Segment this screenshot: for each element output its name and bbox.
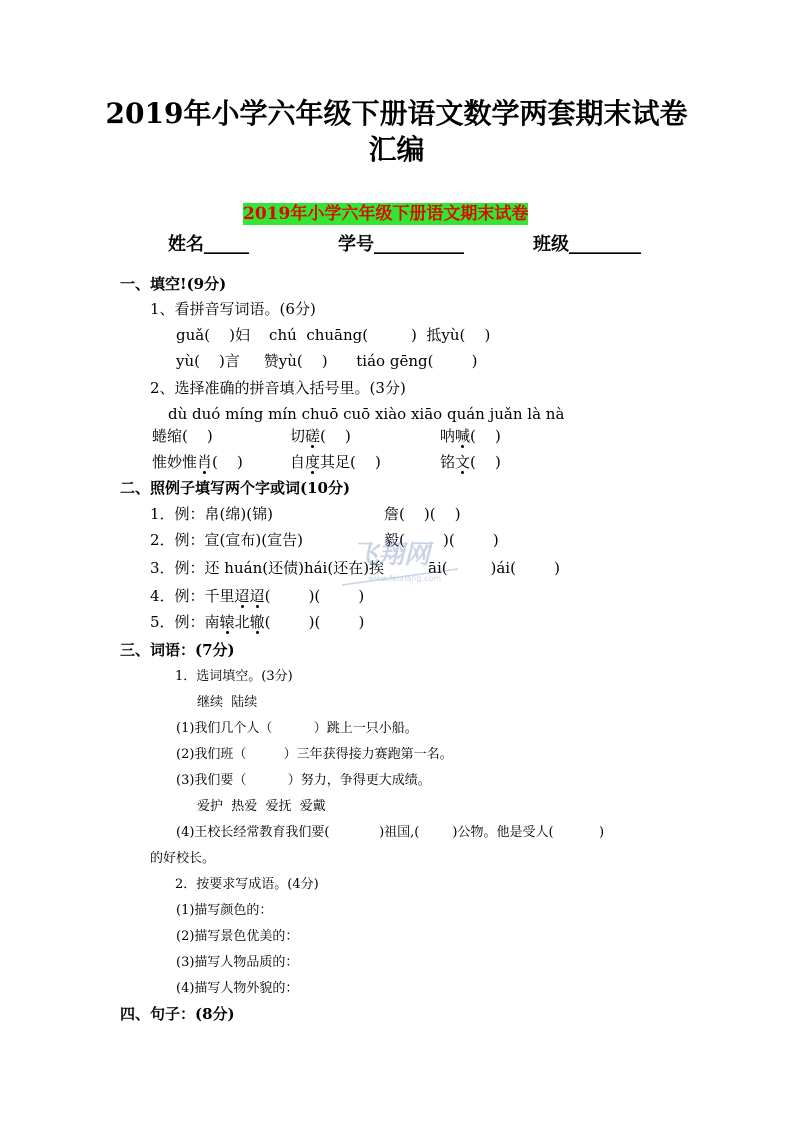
s1-word-row-1-item-2: 切磋( ): [290, 427, 351, 445]
s3-question-1: 1．选词填空。(3分): [175, 669, 293, 684]
s3-idiom-1: (1)描写颜色的：: [176, 903, 273, 918]
emphasis-dot-char: 度: [305, 453, 321, 471]
s2-answer-3: āi( )ái( ): [428, 559, 560, 577]
s1-pinyin-line-1: guǎ( )妇 chú chuāng( ) 抵yù( ): [176, 326, 491, 344]
s3-fill-4-continued: 的好校长。: [150, 851, 216, 866]
s3-question-2: 2．按要求写成语。(4分): [175, 877, 319, 892]
name-field: 姓名_____: [168, 234, 249, 255]
svg-text:飞翔网: 飞翔网: [352, 540, 431, 570]
s3-fill-3: (3)我们要（ ）努力，争得更大成绩。: [176, 773, 431, 788]
emphasis-dot-char: 迢: [234, 587, 250, 605]
class-field: 班级________: [533, 234, 641, 255]
s2-answer-2: 毅( )( ): [384, 531, 499, 549]
section-2-heading: 二、照例子填写两个字或词(10分): [120, 479, 351, 497]
section-3-heading: 三、词语：(7分): [120, 641, 235, 659]
s3-word-choices-2: 爱护 热爱 爱抚 爱戴: [197, 799, 326, 814]
emphasis-dot-char: 喊: [455, 427, 471, 445]
doc-title-line1: 2019年小学六年级下册语文数学两套期末试卷: [105, 97, 688, 130]
emphasis-dot-char: 辙: [249, 613, 265, 631]
s3-idiom-3: (3)描写人物品质的：: [176, 955, 299, 970]
emphasis-dot-char: 迢: [249, 587, 265, 605]
student-id-field: 学号__________: [338, 234, 464, 255]
s2-answer-1: 詹( )( ): [384, 505, 461, 523]
s3-fill-2: (2)我们班（ ）三年获得接力赛跑第一名。: [176, 747, 453, 762]
s3-idiom-4: (4)描写人物外貌的：: [176, 981, 299, 996]
s3-fill-4: (4)王校长经常教育我们要( )祖国,( )公物。他是受人( ): [176, 825, 605, 840]
s1-word-row-2-item-1: 惟妙惟肖( ): [152, 453, 243, 471]
section-4-heading: 四、句子：(8分): [120, 1005, 235, 1023]
emphasis-dot-char: 磋: [305, 427, 321, 445]
s1-word-row-2-item-3: 铭文( ): [440, 453, 501, 471]
svg-text:www.feixiang.com: www.feixiang.com: [368, 574, 442, 583]
s2-example-3: 3．例：还 huán(还债)hái(还在)挨: [150, 559, 385, 577]
s2-example-1: 1．例：帛(绵)(锦): [150, 505, 273, 523]
s1-pinyin-line-2: yù( )言 赞yù( ) tiáo gēng( ): [176, 352, 478, 370]
exam-subtitle: 2019年小学六年级下册语文期末试卷: [243, 204, 529, 224]
s1-pinyin-options: dù duó míng mín chuō cuō xiào xiāo quán juǎn là nà: [168, 405, 565, 423]
emphasis-dot-char: 肖: [197, 453, 213, 471]
s1-word-row-2-item-2: 自度其足( ): [290, 453, 381, 471]
emphasis-dot-char: 辕: [219, 613, 235, 631]
emphasis-dot-char: 文: [455, 453, 471, 471]
s3-fill-1: (1)我们几个人（ ）跳上一只小船。: [176, 721, 418, 736]
s1-question-1: 1、看拼音写词语。(6分): [150, 300, 316, 318]
s1-question-2: 2、选择准确的拼音填入括号里。(3分): [150, 379, 406, 397]
s1-word-row-1-item-3: 呐喊( ): [440, 427, 501, 445]
s2-example-2: 2．例：宣(宣布)(宣告): [150, 531, 303, 549]
doc-title-line2: 汇编: [368, 133, 425, 166]
s2-example-4: 4．例：千里迢迢( )( ): [150, 587, 365, 605]
s3-word-choices-1: 继续 陆续: [197, 695, 258, 710]
s3-idiom-2: (2)描写景色优美的：: [176, 929, 299, 944]
s1-word-row-1-item-1: 蜷缩( ): [152, 427, 213, 445]
s2-example-5: 5．例：南辕北辙( )( ): [150, 613, 365, 631]
section-1-heading: 一、填空!(9分): [120, 275, 227, 293]
